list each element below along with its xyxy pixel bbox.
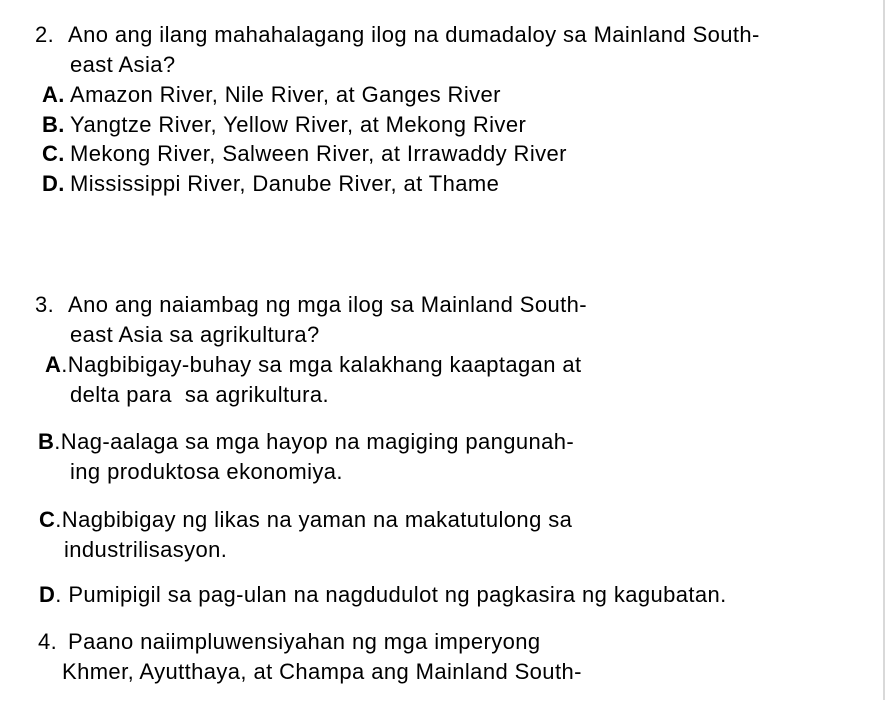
option-c-text: .Nagbibigay ng likas na yaman na makatutulong sa (55, 507, 573, 532)
question-2-line-2 (70, 50, 176, 80)
question-2-text: Ano ang ilang mahahalagang ilog na dumadaloy sa Mainland South- (68, 22, 760, 47)
question-2-option-a (42, 80, 501, 110)
question-4-text: Paano naiimpluwensiyahan ng mga imperyong (68, 629, 541, 654)
option-d-text: . Pumipigil sa pag-ulan na nagdudulot ng pagkasira ng kagubatan. (55, 582, 727, 607)
option-a-letter: A (45, 352, 62, 377)
option-d-text: Mississippi River, Danube River, at Thame (70, 171, 500, 196)
question-3-line-1 (35, 290, 587, 320)
option-c-letter: C (39, 507, 56, 532)
question-2-text-wrap: east Asia? (70, 52, 176, 77)
option-d-letter: D (39, 582, 56, 607)
question-3-text-wrap: east Asia sa agrikultura? (70, 322, 320, 347)
question-3-option-b-line-1 (38, 427, 574, 457)
option-a-text: .Nagbibigay-buhay sa mga kalakhang kaaptagan at (61, 352, 582, 377)
question-3-number: 3. (35, 292, 55, 317)
question-3-option-c-line-2 (64, 535, 227, 565)
question-4-line-2 (62, 657, 582, 687)
option-b-text: .Nag-aalaga sa mga hayop na magiging pangunah- (54, 429, 575, 454)
question-3-line-2 (70, 320, 320, 350)
option-a-text: Amazon River, Nile River, at Ganges River (70, 82, 501, 107)
option-a-text-wrap: delta para sa agrikultura. (70, 382, 330, 407)
option-b-text-wrap: ing produktosa ekonomiya. (70, 459, 343, 484)
question-2-line-1 (35, 20, 760, 50)
question-2-option-b (42, 110, 526, 140)
option-c-letter: C. (42, 141, 65, 166)
page-edge-line (883, 0, 885, 700)
question-4-text-wrap: Khmer, Ayutthaya, at Champa ang Mainland South- (62, 659, 582, 684)
question-3-option-a-line-1 (45, 350, 582, 380)
option-b-text: Yangtze River, Yellow River, at Mekong River (70, 112, 527, 137)
option-c-text: Mekong River, Salween River, at Irrawaddy River (70, 141, 567, 166)
question-3-text: Ano ang naiambag ng mga ilog sa Mainland South- (68, 292, 588, 317)
question-3-option-c-line-1 (39, 505, 572, 535)
question-3-option-d (39, 580, 727, 610)
option-b-letter: B. (42, 112, 65, 137)
question-4-number: 4. (38, 629, 58, 654)
question-2-number: 2. (35, 22, 55, 47)
option-c-text-wrap: industrilisasyon. (64, 537, 228, 562)
option-a-letter: A. (42, 82, 65, 107)
question-2-option-d (42, 169, 499, 199)
question-2-option-c (42, 139, 567, 169)
question-3-option-b-line-2 (70, 457, 343, 487)
option-b-letter: B (38, 429, 55, 454)
question-3-option-a-line-2 (70, 380, 329, 410)
option-d-letter: D. (42, 171, 65, 196)
question-4-line-1 (38, 627, 541, 657)
